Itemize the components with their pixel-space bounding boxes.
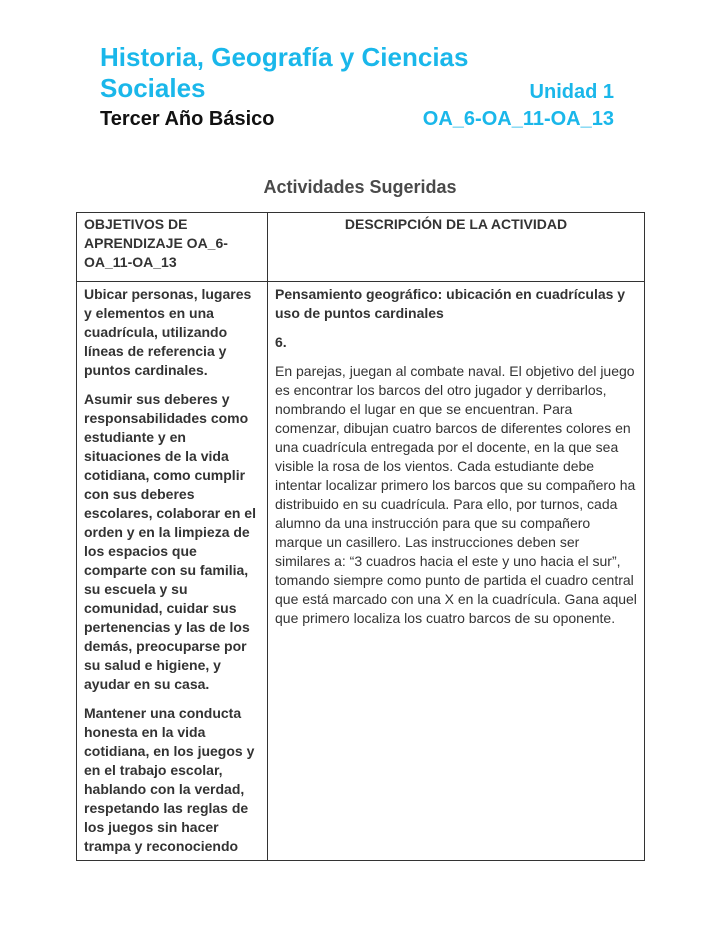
table-row <box>77 282 645 861</box>
section-title: Actividades Sugeridas <box>263 177 457 197</box>
grade-label: Tercer Año Básico <box>100 108 275 130</box>
objective-item: Mantener una conducta honesta en la vida cotidiana, en los juegos y en el trabajo escolar, hablando con la verdad, respetando las reglas de los juegos sin hacer trampa y reconociendo <box>84 705 255 854</box>
objective-item: Ubicar personas, lugares y elementos en una cuadrícula, utilizando líneas de referencia y puntos cardinales. <box>84 286 252 378</box>
subject-title-line2: Sociales <box>100 73 206 103</box>
description-cell <box>268 282 645 861</box>
activities-table <box>76 212 645 861</box>
objectives-cell <box>77 282 268 861</box>
column-header-description: DESCRIPCIÓN DE LA ACTIVIDAD <box>268 213 645 282</box>
objective-item: Asumir sus deberes y responsabilidades como estudiante y en situaciones de la vida cotidiana, como cumplir con sus deberes escolares, colaborar en el orden y en la limpieza de los espacios que comparte con su familia, su escuela y su comunidad, cuidar sus pertenencias y las de los demás, preocuparse por su salud e higiene, y ayudar en su casa. <box>84 391 256 692</box>
unit-label: Unidad 1 <box>529 81 614 103</box>
subject-title-line1: Historia, Geografía y Ciencias <box>100 42 469 72</box>
oa-codes: OA_6-OA_11-OA_13 <box>422 108 614 130</box>
activity-title: Pensamiento geográfico: ubicación en cuadrículas y uso de puntos cardinales <box>275 286 626 321</box>
activity-number: 6. <box>275 334 287 350</box>
activity-body: En parejas, juegan al combate naval. El objetivo del juego es encontrar los barcos del otro jugador y derribarlos, nombrando el lugar en que se encuentran. Para comenzar, dibujan cuatro barcos de diferentes colores en una cuadrícula entregada por el docente, en la que sea visible la rosa de los vientos. Cada estudiante debe intentar localizar primero los barcos que su compañero ha distribuido en su cuadrícula. Para ello, por turnos, cada alumno da una instrucción para que su compañero marque un casillero. Las instrucciones deben ser similares a: “3 cuadros hacia el este y uno hacia el sur”, tomando siempre como punto de partida el cuadro central que está marcado con una X en la cuadrícula. Gana aquel que primero localiza los cuatro barcos de su oponente. <box>275 363 637 626</box>
column-header-objectives: OBJETIVOS DE APRENDIZAJE OA_6-OA_11-OA_13 <box>77 213 268 282</box>
table-header-row <box>77 213 645 282</box>
subject-title <box>100 42 468 104</box>
